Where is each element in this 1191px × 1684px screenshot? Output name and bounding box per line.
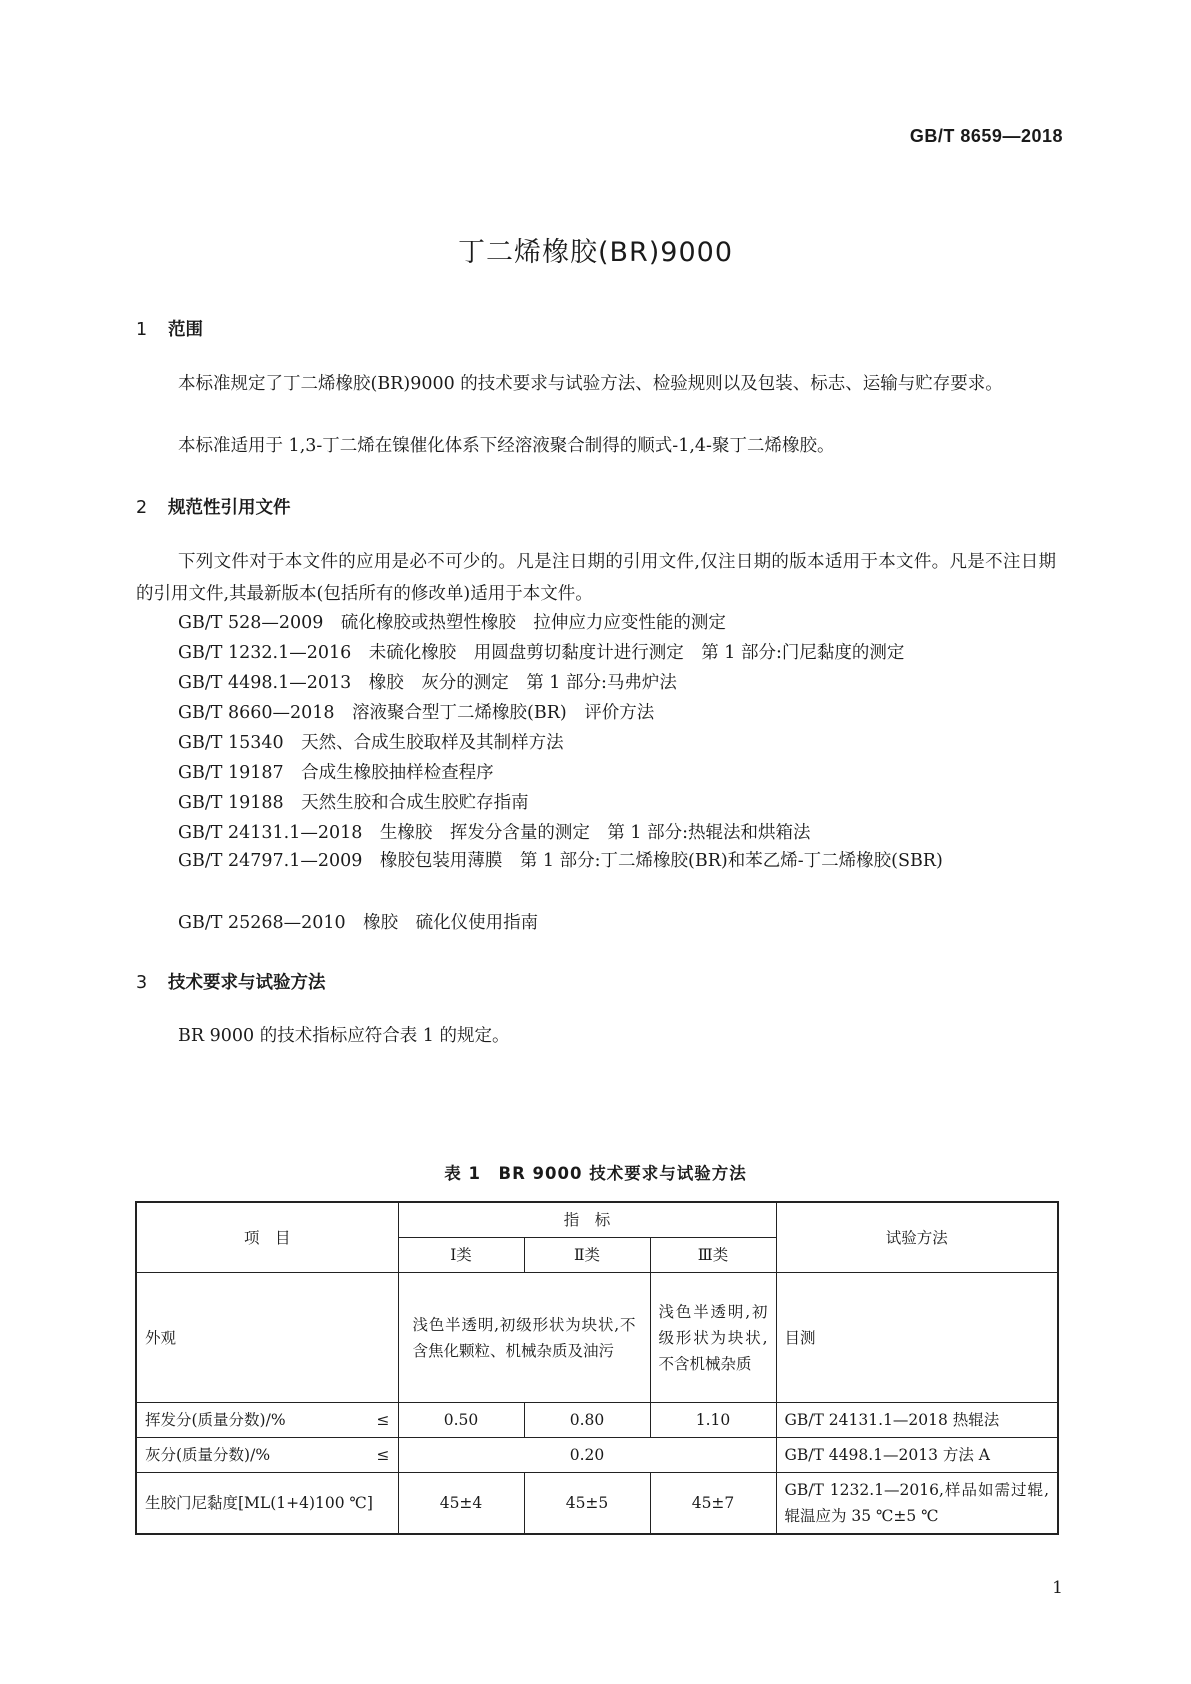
- page-number: 1: [1052, 1578, 1063, 1598]
- section-title: 技术要求与试验方法: [168, 973, 326, 993]
- section-1-paragraph-2: 本标准适用于 1,3-丁二烯在镍催化体系下经溶液聚合制得的顺式-1,4-聚丁二烯橡胶。: [178, 436, 835, 456]
- header-class-3: Ⅲ类: [650, 1238, 776, 1273]
- section-2-paragraph-1: 下列文件对于本文件的应用是必不可少的。凡是注日期的引用文件,仅注日期的版本适用于本文件。凡是不注日期的引用文件,其最新版本(包括所有的修改单)适用于本文件。: [136, 552, 1056, 604]
- section-3-heading: [136, 969, 326, 994]
- section-2-heading: [136, 494, 291, 519]
- row-class1-value: 45±4: [398, 1473, 524, 1535]
- reference-item: GB/T 15340 天然、合成生胶取样及其制样方法: [178, 733, 564, 753]
- standard-code: GB/T 8659—2018: [909, 126, 1063, 146]
- row-method: GB/T 4498.1—2013 方法 A: [776, 1438, 1058, 1473]
- row-item: [136, 1403, 398, 1438]
- row-item: [136, 1438, 398, 1473]
- section-1-paragraph-1: 本标准规定了丁二烯橡胶(BR)9000 的技术要求与试验方法、检验规则以及包装、标志、运输与贮存要求。: [178, 374, 1003, 394]
- reference-item: GB/T 4498.1—2013 橡胶 灰分的测定 第 1 部分:马弗炉法: [178, 673, 677, 693]
- section-1-heading: [136, 316, 203, 341]
- row-item-label: 灰分(质量分数)/%: [145, 1446, 271, 1464]
- row-merged-value: 0.20: [398, 1438, 776, 1473]
- table-caption: 表 1 BR 9000 技术要求与试验方法: [444, 1164, 747, 1183]
- row-class2-value: 45±5: [524, 1473, 650, 1535]
- reference-item: GB/T 24131.1—2018 生橡胶 挥发分含量的测定 第 1 部分:热辊法和烘箱法: [178, 823, 811, 843]
- spec-table: [135, 1201, 1059, 1535]
- row-item-label: 挥发分(质量分数)/%: [145, 1411, 286, 1429]
- reference-item: GB/T 1232.1—2016 未硫化橡胶 用圆盘剪切黏度计进行测定 第 1 部分:门尼黏度的测定: [178, 643, 905, 663]
- table-row: [136, 1473, 1058, 1535]
- row-item: 生胶门尼黏度[ML(1+4)100 ℃]: [136, 1473, 398, 1535]
- section-number: 1: [136, 320, 148, 340]
- row-class12-value: 浅色半透明,初级形状为块状,不含焦化颗粒、机械杂质及油污: [398, 1273, 650, 1403]
- row-class3-value: 1.10: [650, 1403, 776, 1438]
- section-title: 规范性引用文件: [168, 498, 291, 518]
- header-method: 试验方法: [776, 1202, 1058, 1273]
- row-class2-value: 0.80: [524, 1403, 650, 1438]
- document-title: 丁二烯橡胶(BR)9000: [457, 237, 734, 268]
- section-3-paragraph-1: BR 9000 的技术指标应符合表 1 的规定。: [178, 1026, 510, 1046]
- header-class-1: Ⅰ类: [398, 1238, 524, 1273]
- reference-item: GB/T 25268—2010 橡胶 硫化仪使用指南: [178, 913, 539, 933]
- reference-item: GB/T 19188 天然生胶和合成生胶贮存指南: [178, 793, 529, 813]
- row-method: 目测: [776, 1273, 1058, 1403]
- row-class1-value: 0.50: [398, 1403, 524, 1438]
- table-row: [136, 1403, 1058, 1438]
- row-class3-value: 浅色半透明,初级形状为块状,不含机械杂质: [650, 1273, 776, 1403]
- row-class3-value: 45±7: [650, 1473, 776, 1535]
- section-number: 2: [136, 498, 148, 518]
- header-item: 项 目: [136, 1202, 398, 1273]
- row-method: GB/T 1232.1—2016,样品如需过辊,辊温应为 35 ℃±5 ℃: [776, 1473, 1058, 1535]
- header-index: 指 标: [398, 1202, 776, 1238]
- le-sign: ≤: [376, 1446, 390, 1464]
- row-method: GB/T 24131.1—2018 热辊法: [776, 1403, 1058, 1438]
- section-title: 范围: [168, 320, 203, 340]
- section-number: 3: [136, 973, 148, 993]
- reference-item: GB/T 19187 合成生橡胶抽样检查程序: [178, 763, 494, 783]
- reference-item: GB/T 8660—2018 溶液聚合型丁二烯橡胶(BR) 评价方法: [178, 703, 655, 723]
- le-sign: ≤: [376, 1411, 390, 1429]
- table-row: [136, 1438, 1058, 1473]
- reference-item: GB/T 528—2009 硫化橡胶或热塑性橡胶 拉伸应力应变性能的测定: [178, 613, 726, 633]
- row-item: 外观: [136, 1273, 398, 1403]
- table-header-row: [136, 1202, 1058, 1238]
- table-row: [136, 1273, 1058, 1403]
- header-class-2: Ⅱ类: [524, 1238, 650, 1273]
- reference-item: GB/T 24797.1—2009 橡胶包装用薄膜 第 1 部分:丁二烯橡胶(BR)和苯乙烯-丁二烯橡胶(SBR): [178, 851, 943, 871]
